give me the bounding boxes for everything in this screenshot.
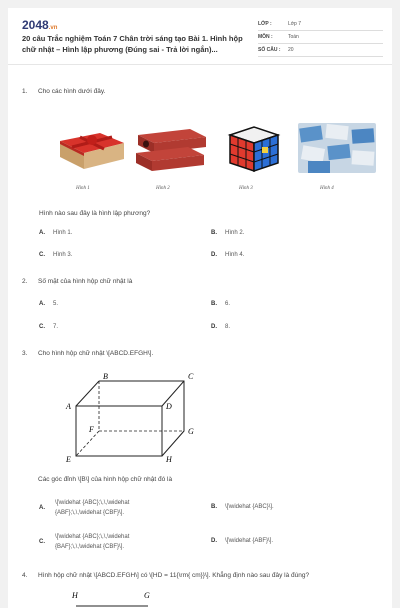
- meta-row-count: [258, 44, 383, 57]
- option-text: Hình 1.: [53, 230, 73, 236]
- vertex-label-e: E: [66, 455, 71, 464]
- option-text: 8.: [225, 324, 231, 330]
- answer-option-a[interactable]: [39, 230, 72, 236]
- answer-option-d[interactable]: [211, 324, 230, 330]
- option-letter: D.: [211, 252, 217, 258]
- vertex-label-f: F: [89, 425, 94, 434]
- option-text: 6.: [225, 301, 231, 307]
- option-letter: B.: [211, 504, 217, 510]
- option-text: \[\widehat {ABC};\,\,\widehat: [55, 534, 130, 540]
- option-letter: A.: [39, 301, 45, 307]
- image-caption: Hình 1: [76, 186, 90, 191]
- meta-label: SỐ CÂU :: [258, 47, 281, 53]
- meta-value: Lớp 7: [288, 21, 302, 27]
- worksheet-meta: [258, 18, 383, 57]
- cuboid-diagram: [54, 366, 204, 466]
- meta-label: MÔN :: [258, 34, 273, 40]
- answer-option-c[interactable]: [39, 252, 72, 258]
- answer-option-a[interactable]: [39, 498, 129, 518]
- meta-row-subject: [258, 31, 383, 44]
- option-letter: D.: [211, 538, 217, 544]
- brick-image: [132, 123, 210, 173]
- option-letter: D.: [211, 324, 217, 330]
- answer-option-d[interactable]: [211, 252, 244, 258]
- question-text: Hình hộp chữ nhật \[ABCD.EFGH\] có \[HD = 11{\rm{ cm}}\]. Khẳng định nào sau đây là đúng?: [38, 572, 310, 579]
- meta-value: 20: [288, 47, 294, 53]
- logo-suffix: .vn: [48, 25, 58, 31]
- answer-option-d[interactable]: [211, 538, 273, 544]
- option-text: Hình 2.: [225, 230, 245, 236]
- answer-option-b[interactable]: [211, 230, 244, 236]
- option-text: Hình 4.: [225, 252, 245, 258]
- question-text: Cho các hình dưới đây.: [38, 88, 106, 95]
- worksheet-title: 20 câu Trắc nghiệm Toán 7 Chân trời sáng tạo Bài 1. Hình hộp chữ nhật – Hình lập phương (Đúng sai - Trả lời ngắn)...: [22, 34, 243, 54]
- vertex-label-a: A: [66, 402, 71, 411]
- option-text: {BAF};\,\,\widehat {CBF}\].: [55, 544, 125, 550]
- gift-box-image: [50, 123, 128, 173]
- option-letter: A.: [39, 230, 45, 236]
- vertex-label-d: D: [166, 402, 172, 411]
- option-letter: B.: [211, 301, 217, 307]
- rubik-cube-image: [216, 123, 294, 173]
- answer-option-b[interactable]: [211, 301, 230, 307]
- question-subtext: Các góc đỉnh \[B\] của hình hộp chữ nhật đó là: [38, 476, 173, 483]
- cuboid-diagram-q4: [48, 586, 188, 608]
- worksheet-header: [8, 8, 392, 65]
- vertex-label-c: C: [188, 372, 194, 381]
- option-text: 5.: [53, 301, 59, 307]
- matchbox-image: [298, 123, 376, 173]
- option-text: \[\widehat {ABC};\,\,\widehat: [55, 500, 130, 506]
- option-letter: C.: [39, 324, 45, 330]
- meta-label: LỚP :: [258, 21, 272, 27]
- option-letter: C.: [39, 252, 45, 258]
- vertex-label-h: H: [166, 455, 172, 464]
- question-text: Cho hình hộp chữ nhật \[ABCD.EFGH\].: [38, 350, 154, 357]
- option-text: 7.: [53, 324, 59, 330]
- image-caption: Hình 2: [156, 186, 170, 191]
- vertex-label-b: B: [103, 372, 108, 381]
- question-number: 2.: [22, 278, 28, 285]
- meta-value: Toán: [288, 34, 299, 40]
- question-number: 3.: [22, 350, 28, 357]
- worksheet-page: [8, 8, 392, 608]
- image-caption: Hình 4: [320, 186, 334, 191]
- answer-option-b[interactable]: [211, 504, 274, 510]
- answer-option-c[interactable]: [39, 324, 58, 330]
- option-letter: A.: [39, 505, 45, 511]
- option-text: \[\widehat {ABF}\].: [225, 538, 274, 544]
- question-number: 1.: [22, 88, 28, 95]
- option-letter: B.: [211, 230, 217, 236]
- vertex-label-g: G: [188, 427, 194, 436]
- image-caption: Hình 3: [239, 186, 253, 191]
- question-number: 4.: [22, 572, 28, 579]
- meta-row-grade: [258, 18, 383, 31]
- logo-text: 2048: [22, 18, 49, 32]
- option-text: {ABF};\,\,\widehat {CBF}\].: [55, 510, 125, 516]
- option-letter: C.: [39, 539, 45, 545]
- question-subtext: Hình nào sau đây là hình lập phương?: [39, 210, 151, 217]
- option-text: Hình 3.: [53, 252, 73, 258]
- answer-option-c[interactable]: [39, 532, 129, 552]
- answer-option-a[interactable]: [39, 301, 58, 307]
- question-text: Số mặt của hình hộp chữ nhật là: [38, 278, 133, 285]
- option-text: \[\widehat {ABC}\].: [225, 504, 274, 510]
- vertex-label-g: G: [144, 591, 150, 600]
- site-logo[interactable]: [22, 18, 57, 32]
- vertex-label-h: H: [72, 591, 78, 600]
